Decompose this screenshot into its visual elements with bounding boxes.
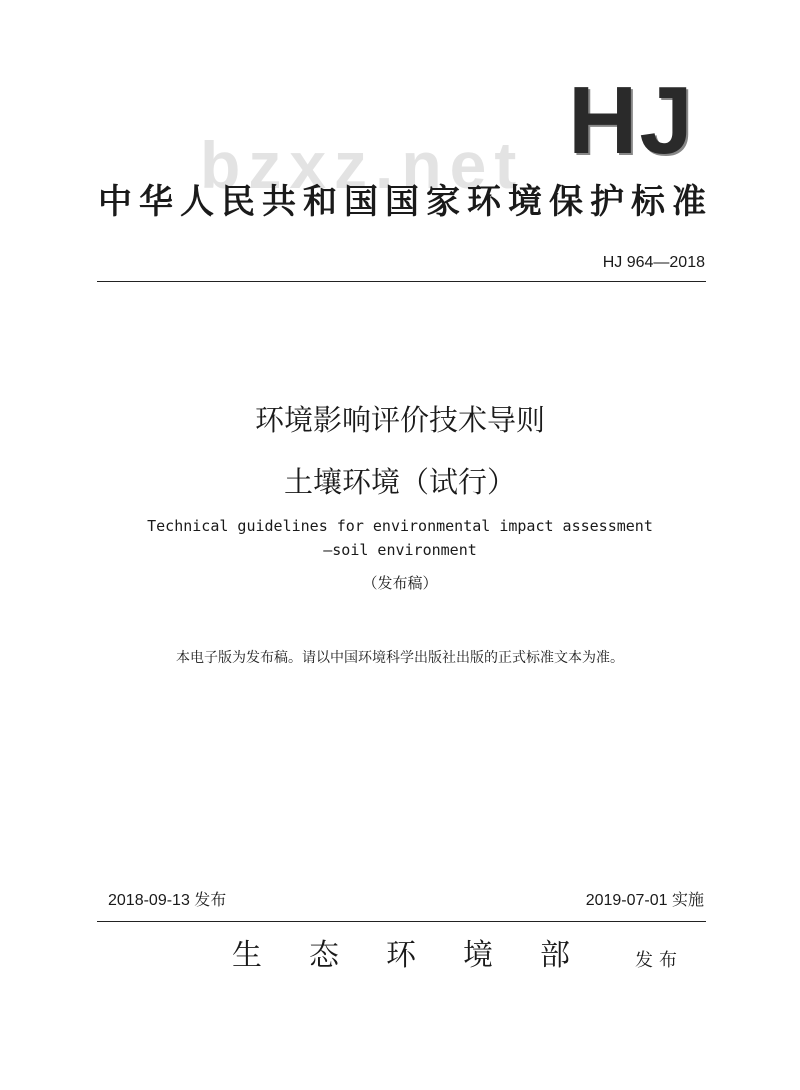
publish-label: 发布: [635, 950, 683, 971]
watermark: bzxz.net: [200, 128, 525, 202]
hj-logo: HJ: [568, 67, 695, 174]
standard-number: HJ 964—2018: [602, 254, 705, 271]
title-cn-line2: 土壤环境（试行）: [283, 465, 516, 499]
notice-text: 本电子版为发布稿。请以中国环境科学出版社出版的正式标准文本为准。: [176, 650, 624, 666]
header-divider: [97, 281, 706, 282]
ministry-name: 生态环境部: [232, 938, 570, 973]
title-en-line1: Technical guidelines for environmental impact assessment: [147, 517, 653, 535]
draft-label: （发布稿）: [362, 574, 438, 592]
effective-date: 2019-07-01 实施: [585, 892, 704, 909]
issue-date: 2018-09-13 发布: [108, 892, 227, 909]
national-standard-title: 中华人民共和国国家环境保护标准: [98, 182, 706, 222]
title-en-line2: —soil environment: [323, 541, 477, 559]
footer-divider: [97, 921, 706, 922]
title-cn-line1: 环境影响评价技术导则: [254, 403, 545, 437]
